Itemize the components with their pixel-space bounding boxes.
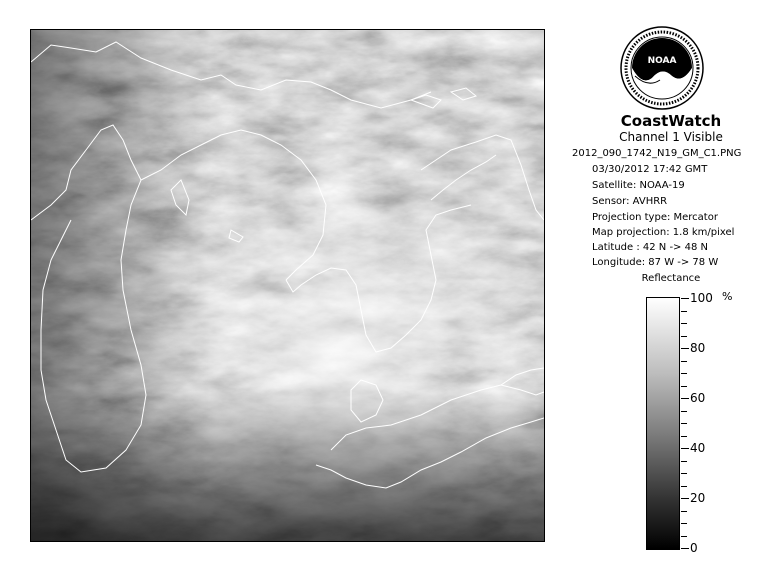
colorbar-tick-label: 40 [690,441,706,455]
colorbar-tick [681,311,687,312]
colorbar-tick-label: 20 [690,491,706,505]
colorbar-tick [681,448,689,449]
colorbar-tick [681,548,689,549]
colorbar-tick [681,348,689,349]
colorbar-tick [681,473,687,474]
longitude: Longitude: 87 W -> 78 W [592,257,719,268]
colorbar-tick [681,373,687,374]
colorbar [646,297,680,550]
colorbar-tick [681,536,687,537]
colorbar-tick-label: 0 [690,541,698,555]
channel-label: Channel 1 Visible [619,130,723,144]
colorbar-tick-label: 80 [690,341,706,355]
datetime: 03/30/2012 17:42 GMT [592,164,708,175]
colorbar-tick [681,486,687,487]
colorbar-unit: % [722,290,733,303]
colorbar-tick [681,298,689,299]
filename: 2012_090_1742_N19_GM_C1.PNG [572,148,742,159]
product-title: CoastWatch [620,112,722,130]
projection-type: Projection type: Mercator [592,212,718,223]
colorbar-tick [681,398,689,399]
svg-text:NOAA: NOAA [647,56,677,66]
satellite: Satellite: NOAA-19 [592,180,685,191]
colorbar-tick [681,461,687,462]
colorbar-tick [681,411,687,412]
colorbar-tick [681,511,687,512]
satellite-image-svg [31,30,544,541]
latitude: Latitude : 42 N -> 48 N [592,242,708,253]
colorbar-tick-label: 100 [690,291,713,305]
colorbar-tick [681,436,687,437]
colorbar-tick [681,423,687,424]
colorbar-tick [681,498,689,499]
colorbar-tick [681,361,687,362]
satellite-image [30,29,545,542]
colorbar-tick-label: 60 [690,391,706,405]
colorbar-tick [681,323,687,324]
map-projection: Map projection: 1.8 km/pixel [592,227,735,238]
sensor: Sensor: AVHRR [592,196,668,207]
colorbar-tick [681,386,687,387]
noaa-logo [620,26,704,110]
colorbar-tick [681,523,687,524]
colorbar-label: Reflectance [641,273,701,284]
colorbar-tick [681,336,687,337]
